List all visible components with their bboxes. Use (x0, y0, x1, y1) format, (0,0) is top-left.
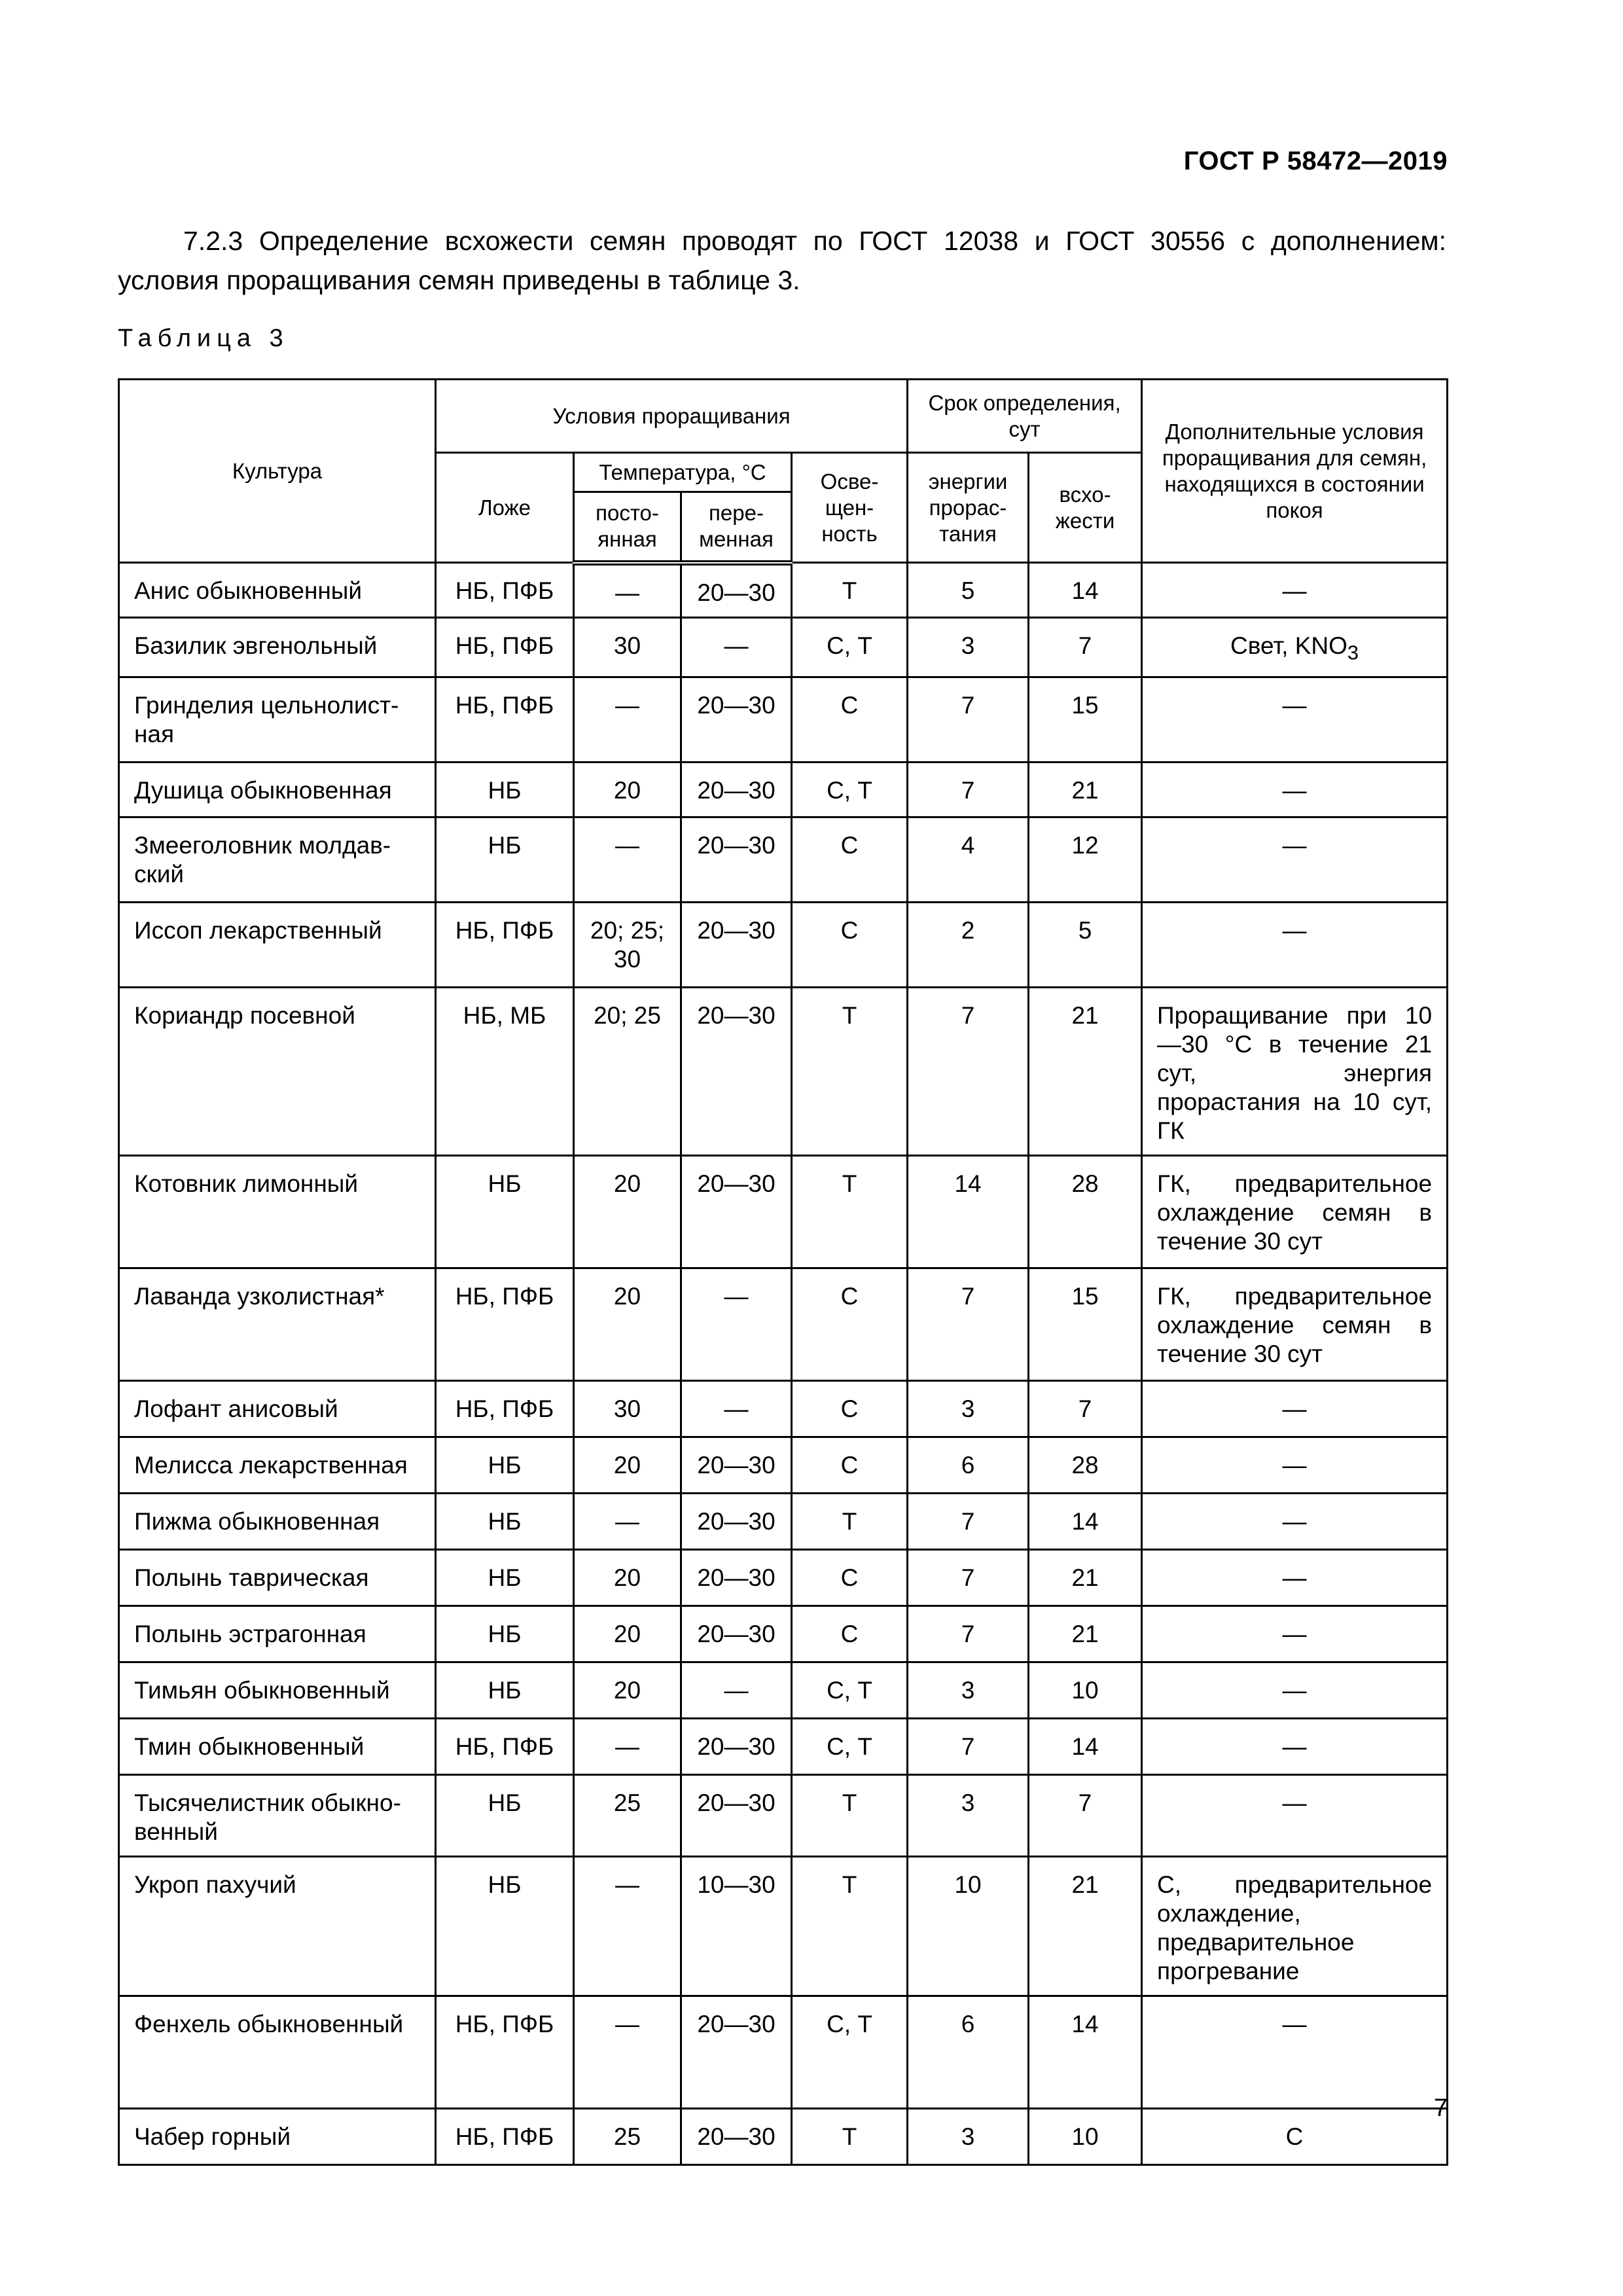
header-germination: всхо- жести (1029, 453, 1142, 563)
cell-germination: 10 (1029, 1662, 1142, 1719)
cell-additional: ГК, предварительное охлаждение семян в течение 30 сут (1142, 1156, 1448, 1268)
cell-additional: — (1142, 1550, 1448, 1606)
cell-culture: Тмин обыкновенный (119, 1719, 436, 1775)
document-code: ГОСТ Р 58472—2019 (1183, 147, 1448, 175)
table-row (119, 762, 1448, 817)
cell-culture: Полынь таврическая (119, 1550, 436, 1606)
cell-bed: НБ (436, 762, 574, 817)
cell-temp-variable: 20—30 (681, 817, 792, 903)
cell-bed: НБ (436, 1494, 574, 1550)
cell-light: С, Т (792, 1662, 908, 1719)
cell-light: Т (792, 563, 908, 618)
cell-bed: НБ, ПФБ (436, 903, 574, 988)
cell-temp-constant: 20 (574, 1662, 681, 1719)
cell-temp-variable: 20—30 (681, 2109, 792, 2165)
cell-energy: 7 (908, 1606, 1029, 1662)
cell-culture: Лаванда узколистная* (119, 1268, 436, 1381)
cell-bed: НБ (436, 1156, 574, 1268)
cell-culture: Чабер горный (119, 2109, 436, 2165)
cell-temp-constant: — (574, 817, 681, 903)
cell-germination: 7 (1029, 618, 1142, 677)
cell-light: С (792, 1550, 908, 1606)
cell-temp-variable: 20—30 (681, 563, 792, 618)
cell-additional: — (1142, 1775, 1448, 1857)
cell-bed: НБ, ПФБ (436, 1381, 574, 1437)
cell-energy: 3 (908, 1662, 1029, 1719)
cell-energy: 7 (908, 1550, 1029, 1606)
cell-light: Т (792, 1857, 908, 1996)
cell-germination: 5 (1029, 903, 1142, 988)
cell-temp-variable: 20—30 (681, 1996, 792, 2109)
header-light: Осве- щен- ность (792, 453, 908, 563)
cell-temp-constant: — (574, 563, 681, 618)
cell-light: С, Т (792, 762, 908, 817)
cell-temp-variable: — (681, 1268, 792, 1381)
cell-germination: 28 (1029, 1437, 1142, 1494)
header-culture: Культура (119, 380, 436, 563)
cell-light: Т (792, 1775, 908, 1857)
cell-energy: 14 (908, 1156, 1029, 1268)
cell-additional: — (1142, 1662, 1448, 1719)
table-row (119, 1606, 1448, 1662)
cell-additional: С (1142, 2109, 1448, 2165)
table-row (119, 1156, 1448, 1268)
cell-temp-constant: 20 (574, 1156, 681, 1268)
intro-paragraph (118, 221, 1446, 300)
cell-energy: 7 (908, 1719, 1029, 1775)
cell-temp-variable: 20—30 (681, 1494, 792, 1550)
cell-germination: 21 (1029, 762, 1142, 817)
table-row (119, 563, 1448, 618)
table-row (119, 1437, 1448, 1494)
cell-culture: Тысячелистник обыкно- венный (119, 1775, 436, 1857)
cell-temp-variable: — (681, 1662, 792, 1719)
cell-germination: 21 (1029, 1606, 1142, 1662)
cell-culture: Тимьян обыкновенный (119, 1662, 436, 1719)
cell-energy: 3 (908, 1775, 1029, 1857)
cell-germination: 7 (1029, 1775, 1142, 1857)
cell-energy: 3 (908, 618, 1029, 677)
table-row (119, 1996, 1448, 2109)
cell-temp-variable: 20—30 (681, 1156, 792, 1268)
table-row (119, 1381, 1448, 1437)
cell-temp-constant: 25 (574, 1775, 681, 1857)
cell-germination: 15 (1029, 1268, 1142, 1381)
cell-culture: Укроп пахучий (119, 1857, 436, 1996)
cell-energy: 7 (908, 988, 1029, 1156)
cell-bed: НБ (436, 1437, 574, 1494)
table-row (119, 677, 1448, 762)
cell-light: Т (792, 1156, 908, 1268)
cell-temp-constant: 20 (574, 1606, 681, 1662)
cell-additional: ГК, предварительное охлаждение семян в течение 30 сут (1142, 1268, 1448, 1381)
cell-culture: Лофант анисовый (119, 1381, 436, 1437)
cell-germination: 21 (1029, 1550, 1142, 1606)
cell-temp-variable: 20—30 (681, 1775, 792, 1857)
cell-temp-constant: 30 (574, 618, 681, 677)
table-row (119, 988, 1448, 1156)
cell-light: С, Т (792, 1996, 908, 2109)
cell-light: С (792, 1268, 908, 1381)
cell-culture: Полынь эстрагонная (119, 1606, 436, 1662)
cell-light: Т (792, 2109, 908, 2165)
table-row (119, 903, 1448, 988)
cell-temp-constant: — (574, 1857, 681, 1996)
table-caption: Таблица 3 (118, 325, 289, 352)
cell-temp-variable: 20—30 (681, 677, 792, 762)
header-energy: энергии прорас- тания (908, 453, 1029, 563)
cell-culture: Душица обыкновенная (119, 762, 436, 817)
cell-temp-constant: 20; 25 (574, 988, 681, 1156)
cell-bed: НБ (436, 1662, 574, 1719)
cell-additional: — (1142, 677, 1448, 762)
cell-energy: 5 (908, 563, 1029, 618)
cell-temp-constant: 20 (574, 1268, 681, 1381)
cell-germination: 10 (1029, 2109, 1142, 2165)
cell-germination: 14 (1029, 1996, 1142, 2109)
cell-bed: НБ, ПФБ (436, 563, 574, 618)
cell-energy: 10 (908, 1857, 1029, 1996)
cell-temp-variable: 20—30 (681, 1550, 792, 1606)
cell-temp-variable: — (681, 618, 792, 677)
cell-temp-constant: 20 (574, 1437, 681, 1494)
cell-culture: Змееголовник молдав- ский (119, 817, 436, 903)
cell-additional: Свет, $KNO_3$ (1142, 618, 1448, 677)
cell-light: С (792, 1606, 908, 1662)
cell-energy: 6 (908, 1437, 1029, 1494)
cell-temp-constant: — (574, 1719, 681, 1775)
cell-light: Т (792, 988, 908, 1156)
table-body (119, 563, 1448, 2165)
cell-bed: НБ (436, 1857, 574, 1996)
cell-bed: НБ (436, 817, 574, 903)
header-conditions: Условия проращивания (436, 380, 908, 453)
cell-culture: Анис обыкновенный (119, 563, 436, 618)
table-row (119, 1494, 1448, 1550)
cell-culture: Иссоп лекарственный (119, 903, 436, 988)
cell-temp-constant: 30 (574, 1381, 681, 1437)
cell-germination: 7 (1029, 1381, 1142, 1437)
header-period: Срок определения, сут (908, 380, 1142, 453)
cell-culture: Базилик эвгенольный (119, 618, 436, 677)
cell-energy: 4 (908, 817, 1029, 903)
cell-germination: 14 (1029, 1719, 1142, 1775)
cell-additional: С, предварительное охлаждение, предварительное прогревание (1142, 1857, 1448, 1996)
cell-bed: НБ, ПФБ (436, 1719, 574, 1775)
cell-temp-constant: — (574, 677, 681, 762)
header-temp-constant: посто- янная (574, 492, 681, 563)
cell-bed: НБ (436, 1606, 574, 1662)
table-row (119, 1775, 1448, 1857)
germination-table (118, 378, 1448, 2166)
cell-bed: НБ (436, 1775, 574, 1857)
table-row (119, 1857, 1448, 1996)
cell-temp-constant: 20 (574, 762, 681, 817)
cell-energy: 3 (908, 1381, 1029, 1437)
cell-additional: — (1142, 563, 1448, 618)
cell-culture: Фенхель обыкновенный (119, 1996, 436, 2109)
cell-additional: — (1142, 1494, 1448, 1550)
cell-additional: — (1142, 1437, 1448, 1494)
table-row (119, 1268, 1448, 1381)
cell-additional: — (1142, 1719, 1448, 1775)
cell-temp-variable: 10—30 (681, 1857, 792, 1996)
cell-energy: 7 (908, 677, 1029, 762)
cell-temp-variable: 20—30 (681, 1437, 792, 1494)
cell-germination: 21 (1029, 988, 1142, 1156)
cell-culture: Гринделия цельнолист- ная (119, 677, 436, 762)
cell-bed: НБ, ПФБ (436, 618, 574, 677)
cell-light: С (792, 677, 908, 762)
cell-bed: НБ, МБ (436, 988, 574, 1156)
cell-additional: — (1142, 762, 1448, 817)
cell-energy: 3 (908, 2109, 1029, 2165)
cell-culture: Мелисса лекарственная (119, 1437, 436, 1494)
cell-bed: НБ, ПФБ (436, 1996, 574, 2109)
cell-energy: 7 (908, 762, 1029, 817)
cell-germination: 21 (1029, 1857, 1142, 1996)
cell-additional: — (1142, 817, 1448, 903)
header-temp-variable: пере- менная (681, 492, 792, 563)
cell-culture: Пижма обыкновенная (119, 1494, 436, 1550)
cell-light: С (792, 903, 908, 988)
header-additional: Дополнительные условия проращивания для семян, находящихся в состоянии покоя (1142, 380, 1448, 563)
cell-light: С (792, 1381, 908, 1437)
table-row (119, 1550, 1448, 1606)
cell-energy: 7 (908, 1494, 1029, 1550)
page-number: 7 (1433, 2094, 1448, 2122)
cell-germination: 12 (1029, 817, 1142, 903)
cell-bed: НБ (436, 1550, 574, 1606)
cell-light: С (792, 1437, 908, 1494)
cell-temp-constant: — (574, 1996, 681, 2109)
cell-temp-variable: 20—30 (681, 1719, 792, 1775)
cell-temp-variable: 20—30 (681, 903, 792, 988)
cell-bed: НБ, ПФБ (436, 677, 574, 762)
cell-temp-constant: 25 (574, 2109, 681, 2165)
cell-light: Т (792, 1494, 908, 1550)
cell-additional: — (1142, 1381, 1448, 1437)
cell-bed: НБ, ПФБ (436, 2109, 574, 2165)
cell-light: С, Т (792, 1719, 908, 1775)
header-bed: Ложе (436, 453, 574, 563)
cell-light: С, Т (792, 618, 908, 677)
intro-text: 7.2.3 Определение всхожести семян проводят по ГОСТ 12038 и ГОСТ 30556 с дополнением: условия проращивания семян приведены в таблице 3. (118, 226, 1446, 295)
table-row (119, 618, 1448, 677)
header-temperature: Температура, °С (574, 453, 792, 492)
cell-additional: Проращивание при 10—30 °С в течение 21 сут, энергия прорастания на 10 сут, ГК (1142, 988, 1448, 1156)
cell-energy: 6 (908, 1996, 1029, 2109)
cell-light: С (792, 817, 908, 903)
cell-bed: НБ, ПФБ (436, 1268, 574, 1381)
cell-culture: Котовник лимонный (119, 1156, 436, 1268)
cell-temp-variable: 20—30 (681, 762, 792, 817)
cell-germination: 14 (1029, 563, 1142, 618)
cell-temp-variable: — (681, 1381, 792, 1437)
cell-additional: — (1142, 903, 1448, 988)
cell-temp-variable: 20—30 (681, 1606, 792, 1662)
cell-temp-variable: 20—30 (681, 988, 792, 1156)
cell-energy: 7 (908, 1268, 1029, 1381)
cell-energy: 2 (908, 903, 1029, 988)
cell-germination: 28 (1029, 1156, 1142, 1268)
table-row (119, 1719, 1448, 1775)
cell-culture: Кориандр посевной (119, 988, 436, 1156)
cell-germination: 15 (1029, 677, 1142, 762)
cell-temp-constant: 20; 25; 30 (574, 903, 681, 988)
cell-additional: — (1142, 1996, 1448, 2109)
subscript: 3 (1347, 641, 1359, 664)
table-row (119, 817, 1448, 903)
cell-germination: 14 (1029, 1494, 1142, 1550)
table-row (119, 2109, 1448, 2165)
cell-additional: — (1142, 1606, 1448, 1662)
table-row (119, 1662, 1448, 1719)
cell-temp-constant: — (574, 1494, 681, 1550)
cell-temp-constant: 20 (574, 1550, 681, 1606)
